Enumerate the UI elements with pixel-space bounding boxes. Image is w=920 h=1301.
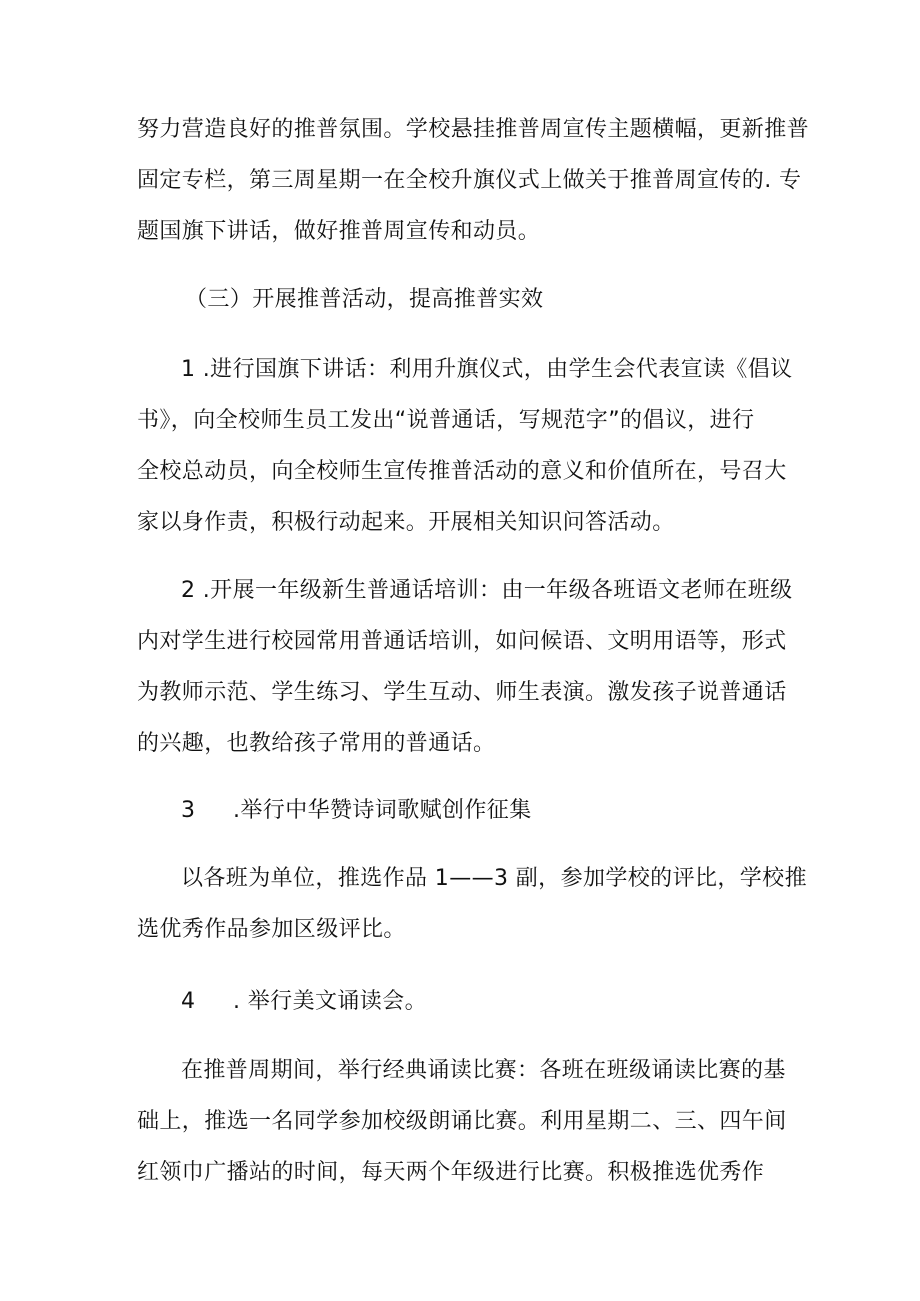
intro-line: 题国旗下讲话，做好推普周宣传和动员。 [137, 219, 541, 244]
item2-line: 2 .开展一年级新生普通话培训：由一年级各班语文老师在班级 [181, 578, 793, 603]
intro-line: 努力营造良好的推普氛围。学校悬挂推普周宣传主题横幅，更新推普 [137, 117, 810, 142]
item2-line: 内对学生进行校园常用普通话培训，如问候语、文明用语等，形式 [137, 629, 787, 654]
item4-line: 础上，推选一名同学参加校级朗诵比赛。利用星期二、三、四午间 [137, 1109, 787, 1134]
item3-line: 以各班为单位，推选作品 1——3 副，参加学校的评比，学校推 [181, 866, 807, 891]
item4-heading [181, 987, 427, 1017]
item1-line: 1 .进行国旗下讲话：利用升旗仪式，由学生会代表宣读《倡议 [181, 357, 793, 382]
item2-line: 为教师示范、学生练习、学生互动、师生表演。激发孩子说普通话 [137, 680, 787, 705]
item3-title: .举行中华赞诗词歌赋创作征集 [233, 798, 532, 823]
item1-line: 家以身作责，积极行动起来。开展相关知识问答活动。 [137, 510, 675, 535]
section-heading: （三）开展推普活动，提高推普实效 [185, 287, 544, 312]
item4-line: 在推普周期间，举行经典诵读比赛：各班在班级诵读比赛的基 [181, 1058, 786, 1083]
item3-heading [181, 796, 532, 826]
item4-title: . 举行美文诵读会。 [233, 989, 427, 1014]
item2-line: 的兴趣，也教给孩子常用的普通话。 [137, 731, 496, 756]
intro-line: 固定专栏，第三周星期一在全校升旗仪式上做关于推普周宣传的. 专 [137, 168, 802, 193]
item3-number: 3 [181, 798, 196, 823]
item1-line: 全校总动员，向全校师生宣传推普活动的意义和价值所在，号召大 [137, 459, 787, 484]
item4-line: 红领巾广播站的时间，每天两个年级进行比赛。积极推选优秀作 [137, 1160, 765, 1185]
item1-line: 书》，向全校师生员工发出“说普通话，写规范字”的倡议，进行 [137, 408, 755, 433]
item4-number: 4 [181, 989, 196, 1014]
item3-line: 选优秀作品参加区级评比。 [137, 917, 406, 942]
